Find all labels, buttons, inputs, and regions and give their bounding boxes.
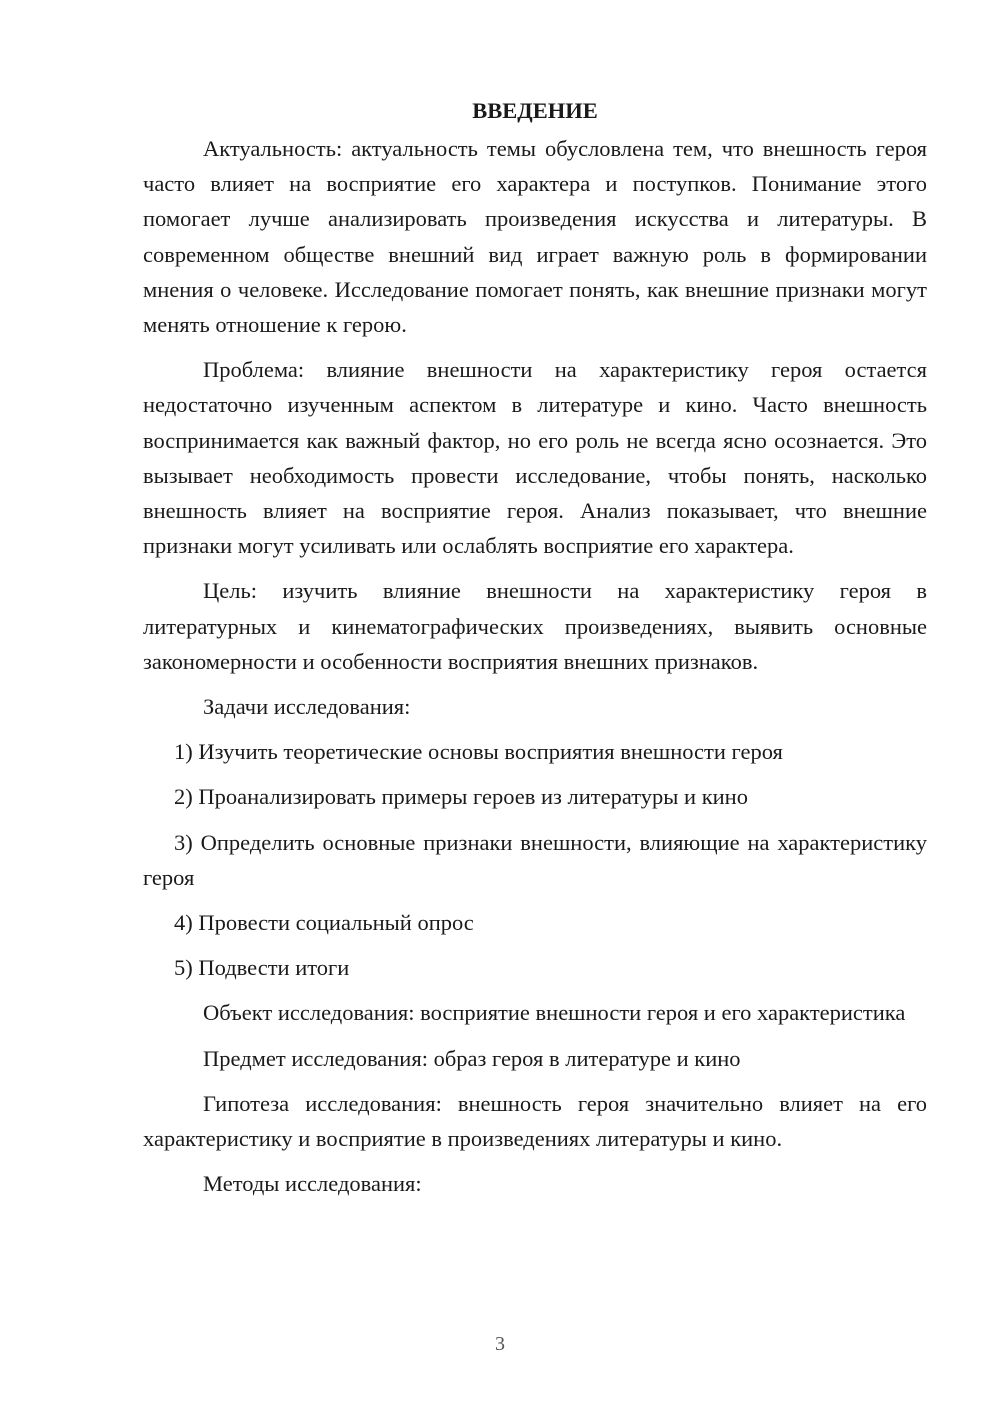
paragraph-goal: Цель: изучить влияние внешности на характеристику героя в литературных и кинематографических произведениях, выявить основные закономерности и особенности восприятия внешних признаков.	[143, 578, 927, 674]
paragraph-relevance: Актуальность: актуальность темы обусловлена тем, что внешность героя часто влияет на восприятие его характера и поступков. Понимание этого помогает лучше анализировать произведения искусства и литературы. В современном обществе внешний вид играет важную роль в формировании мнения о человеке. Исследование помогает понять, как внешние признаки могут менять отношение к герою.	[143, 136, 927, 338]
page-number: 3	[495, 1333, 505, 1355]
task-item-4: 4) Провести социальный опрос	[174, 910, 474, 936]
paragraph-problem: Проблема: влияние внешности на характеристику героя остается недостаточно изученным аспектом в литературе и кино. Часто внешность воспринимается как важный фактор, но его роль не всегда ясно осознается. Это вызывает необходимость провести исследование, чтобы понять, насколько внешность влияет на восприятие героя. Анализ показывает, что внешние признаки могут усиливать или ослаблять восприятие его характера.	[143, 357, 927, 559]
document-page	[143, 93, 927, 1211]
task-item-3: 3) Определить основные признаки внешности, влияющие на характеристику героя	[143, 829, 927, 890]
paragraph-subject: Предмет исследования: образ героя в литературе и кино	[203, 1045, 741, 1071]
task-item-2: 2) Проанализировать примеры героев из литературы и кино	[174, 784, 748, 810]
paragraph-hypothesis: Гипотеза исследования: внешность героя значительно влияет на его характеристику и восприятие в произведениях литературы и кино.	[143, 1090, 927, 1152]
methods-heading: Методы исследования:	[203, 1171, 422, 1197]
section-title: ВВЕДЕНИЕ	[472, 98, 598, 123]
paragraph-object: Объект исследования: восприятие внешности героя и его характеристика	[203, 1000, 906, 1026]
tasks-heading: Задачи исследования:	[203, 694, 411, 720]
task-item-1: 1) Изучить теоретические основы восприятия внешности героя	[174, 739, 783, 765]
task-item-5: 5) Подвести итоги	[174, 955, 350, 981]
